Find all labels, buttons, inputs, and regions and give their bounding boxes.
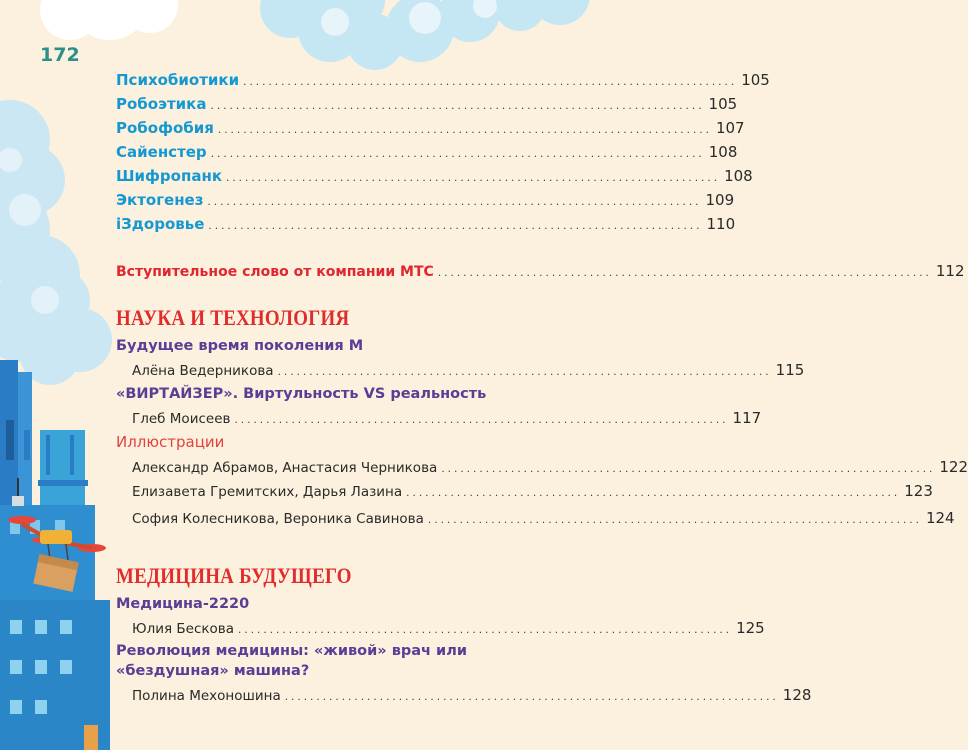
leader-dots: .............................................................................. (208, 218, 703, 232)
toc-entry-title: Робоэтика (116, 95, 207, 113)
toc-entry[interactable] (116, 191, 735, 209)
toc-entry-title: Робофобия (116, 119, 214, 137)
toc-illustrator-entry[interactable] (132, 482, 933, 500)
illustrator-names: София Колесникова, Вероника Савинова (132, 511, 424, 527)
article-title[interactable]: Медицина-2220 (116, 596, 250, 612)
toc-entry-page: 117 (732, 409, 762, 427)
leader-dots: .............................................................................. (437, 265, 932, 279)
toc-entry-page: 107 (715, 119, 745, 137)
toc-author-entry[interactable] (132, 361, 805, 379)
toc-entry-page: 108 (724, 167, 753, 185)
toc-entry-title: Шифропанк (116, 167, 222, 185)
leader-dots: .............................................................................. (207, 194, 702, 208)
toc-entry-title: Вступительное слово от компании МТС (116, 264, 434, 280)
illustrator-names: Александр Абрамов, Анастасия Черникова (132, 460, 438, 476)
toc-entry-page: 122 (939, 458, 968, 476)
leader-dots: .............................................................................. (210, 146, 705, 160)
toc-author-entry[interactable] (132, 409, 762, 427)
article-title[interactable]: «ВИРТАЙЗЕР». Виртульность VS реальность (116, 386, 487, 402)
city-buildings-illustration (0, 360, 110, 750)
leader-dots: .............................................................................. (243, 74, 738, 88)
toc-entry-title: Сайенстер (116, 143, 207, 161)
article-title[interactable]: Будущее время поколения М (116, 338, 364, 354)
toc-author-entry[interactable] (132, 619, 765, 637)
toc-entry[interactable] (116, 167, 753, 185)
leader-dots: .............................................................................. (441, 461, 936, 475)
toc-entry-page: 123 (904, 482, 933, 500)
section-heading-science: НАУКА И ТЕХНОЛОГИЯ (116, 305, 350, 330)
article-title-line1[interactable]: Революция медицины: «живой» врач или (116, 643, 467, 659)
section-heading-medicine: МЕДИЦИНА БУДУЩЕГО (116, 563, 352, 588)
author-name: Глеб Моисеев (132, 411, 231, 427)
leader-dots: .............................................................................. (217, 122, 712, 136)
author-name: Юлия Бескова (132, 621, 235, 637)
leader-dots: .............................................................................. (226, 170, 721, 184)
toc-author-entry[interactable] (132, 686, 812, 704)
leader-dots: .............................................................................. (406, 485, 901, 499)
illustrations-subheading: Иллюстрации (116, 433, 225, 451)
toc-entry-page: 105 (741, 71, 770, 89)
page-number: 172 (40, 44, 80, 66)
author-name: Алёна Ведерникова (132, 363, 274, 379)
toc-entry-page: 128 (782, 686, 812, 704)
leader-dots: .............................................................................. (284, 689, 779, 703)
toc-entry-page: 109 (705, 191, 735, 209)
toc-entry-page: 105 (708, 95, 738, 113)
left-cloud-illustration (0, 100, 112, 385)
toc-entry-page: 125 (736, 619, 765, 637)
toc-entry[interactable] (116, 95, 738, 113)
toc-entry[interactable] (116, 71, 770, 89)
toc-entry-title: iЗдоровье (116, 215, 205, 233)
toc-entry[interactable] (116, 215, 736, 233)
article-title-line2[interactable]: «бездушная» машина? (116, 663, 310, 679)
toc-entry[interactable] (116, 119, 745, 137)
leader-dots: .............................................................................. (238, 622, 733, 636)
leader-dots: .............................................................................. (277, 364, 772, 378)
leader-dots: .............................................................................. (210, 98, 705, 112)
toc-entry-title: Эктогенез (116, 191, 204, 209)
leader-dots: .............................................................................. (234, 412, 729, 426)
toc-entry-page: 115 (775, 361, 805, 379)
toc-entry-page: 112 (935, 262, 965, 280)
toc-entry-page: 124 (925, 509, 955, 527)
toc-entry-title: Психобиотики (116, 71, 240, 89)
toc-illustrator-entry[interactable] (132, 509, 955, 527)
toc-entry-page: 110 (706, 215, 736, 233)
toc-entry[interactable] (116, 143, 738, 161)
toc-entry-intro[interactable] (116, 262, 965, 280)
illustrator-names: Елизавета Гремитских, Дарья Лазина (132, 484, 403, 500)
leader-dots: .............................................................................. (427, 512, 922, 526)
author-name: Полина Мехоношина (132, 688, 281, 704)
toc-illustrator-entry[interactable] (132, 458, 968, 476)
toc-entry-page: 108 (708, 143, 738, 161)
